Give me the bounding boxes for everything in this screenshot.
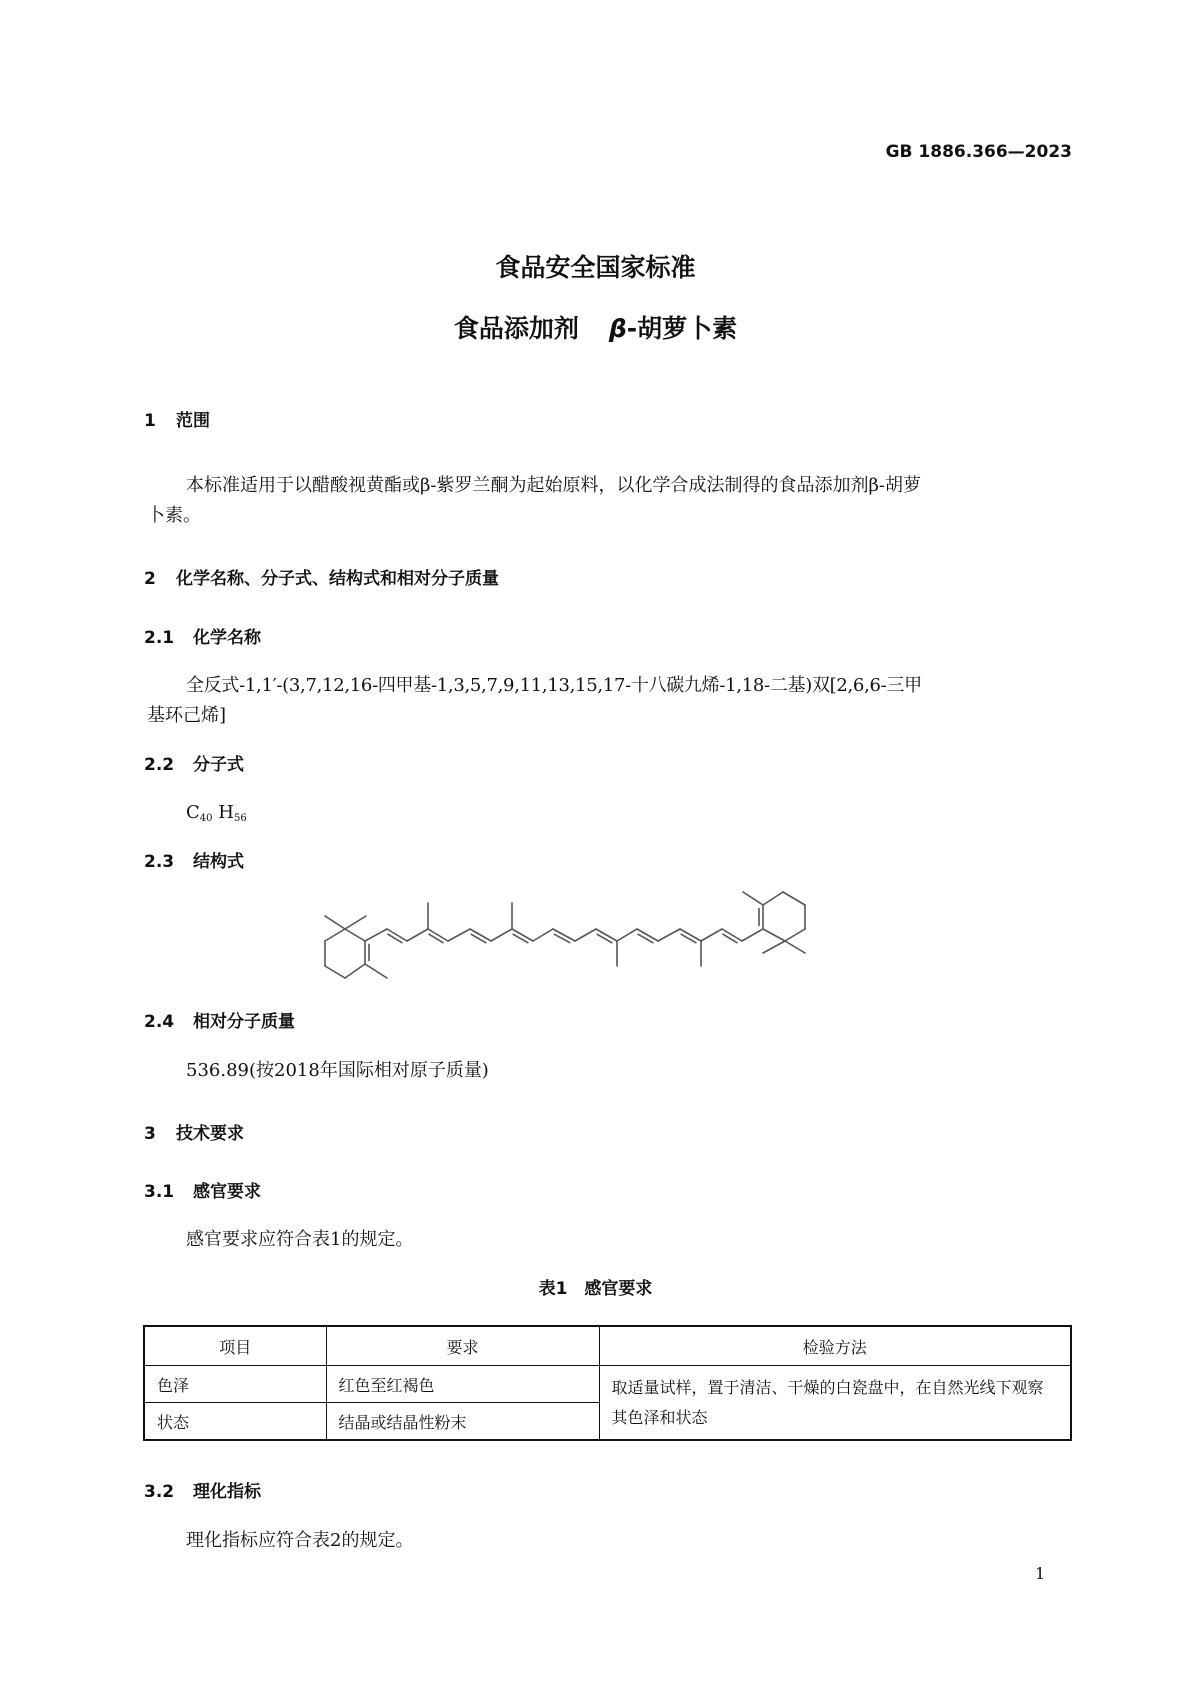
cell-item: 色泽	[144, 1366, 326, 1403]
section-2-4-heading: 2.4 相对分子质量	[144, 1012, 295, 1032]
section-1-para-line1: 本标准适用于以醋酸视黄酯或β-紫罗兰酮为起始原料，以化学合成法制得的食品添加剂β-胡萝	[186, 475, 921, 496]
methyl	[785, 941, 805, 953]
bond	[345, 929, 365, 941]
bond	[701, 929, 722, 941]
section-3-2-text: 理化指标应符合表2的规定。	[186, 1530, 414, 1551]
table-row	[144, 1366, 1071, 1403]
double-bond	[554, 934, 569, 942]
methyl	[365, 964, 387, 978]
methyl	[763, 941, 785, 953]
section-1-heading: 1 范围	[144, 411, 210, 431]
section-2-3-heading: 2.3 结构式	[144, 852, 244, 872]
chemical-name-line2: 基环己烯]	[147, 705, 227, 726]
double-bond	[429, 934, 443, 942]
bond	[785, 929, 805, 941]
bond	[491, 929, 512, 941]
subtitle-suffix: -胡萝卜素	[626, 314, 738, 343]
section-3-2-heading: 3.2 理化指标	[144, 1482, 261, 1502]
double-bond	[597, 934, 612, 942]
cell-requirement: 结晶或结晶性粉末	[326, 1403, 599, 1441]
molecular-mass: 536.89(按2018年国际相对原子质量)	[186, 1060, 489, 1081]
section-3-1-text: 感官要求应符合表1的规定。	[186, 1229, 414, 1250]
bond	[325, 929, 345, 941]
page-title: 食品安全国家标准	[495, 253, 696, 282]
header-method: 检验方法	[599, 1326, 1071, 1366]
page-number: 1	[1035, 1564, 1046, 1583]
bond	[533, 929, 553, 941]
table-1-caption: 表1 感官要求	[538, 1279, 653, 1299]
bond	[783, 892, 805, 905]
bond	[617, 929, 637, 941]
bond	[742, 929, 763, 941]
bond	[407, 929, 428, 941]
molecular-formula: $C_{40}$ $H_{56}$	[186, 802, 247, 824]
double-bond	[638, 934, 653, 942]
double-bond	[388, 934, 402, 942]
table-header-row	[144, 1326, 1071, 1366]
standard-number: GB 1886.366—2023	[885, 142, 1072, 162]
cell-method: 取适量试样，置于清洁、干燥的白瓷盘中，在自然光线下观察其色泽和状态	[599, 1366, 1071, 1441]
bond	[448, 929, 470, 941]
methyl	[345, 916, 366, 929]
bond	[763, 892, 783, 905]
methyl	[743, 892, 763, 905]
section-3-1-heading: 3.1 感官要求	[144, 1182, 261, 1202]
bond	[325, 966, 345, 978]
bond	[365, 929, 387, 941]
bond	[575, 929, 596, 941]
section-3-heading: 3 技术要求	[144, 1124, 244, 1144]
bond	[345, 964, 365, 978]
bond	[658, 929, 680, 941]
methyl	[325, 916, 345, 929]
section-2-2-heading: 2.2 分子式	[144, 755, 244, 775]
section-2-heading: 2 化学名称、分子式、结构式和相对分子质量	[144, 569, 499, 589]
double-bond	[513, 934, 528, 942]
section-1-para-line2: 卜素。	[147, 505, 201, 526]
header-requirement: 要求	[326, 1326, 599, 1366]
cell-requirement: 红色至红褐色	[326, 1366, 599, 1403]
section-2-1-heading: 2.1 化学名称	[144, 628, 261, 648]
header-item: 项目	[144, 1326, 326, 1366]
subtitle-prefix: 食品添加剂	[453, 314, 579, 343]
table-1	[143, 1325, 1072, 1441]
bond	[763, 929, 785, 941]
subtitle-beta: β	[608, 314, 627, 343]
double-bond	[681, 934, 696, 942]
double-bond	[723, 934, 737, 942]
double-bond	[471, 934, 486, 942]
cell-item: 状态	[144, 1403, 326, 1441]
chemical-name-line1: 全反式-1,1′-(3,7,12,16-四甲基-1,3,5,7,9,11,13,15,17-十八碳九烯-1,18-二基)双[2,6,6-三甲	[186, 675, 922, 696]
